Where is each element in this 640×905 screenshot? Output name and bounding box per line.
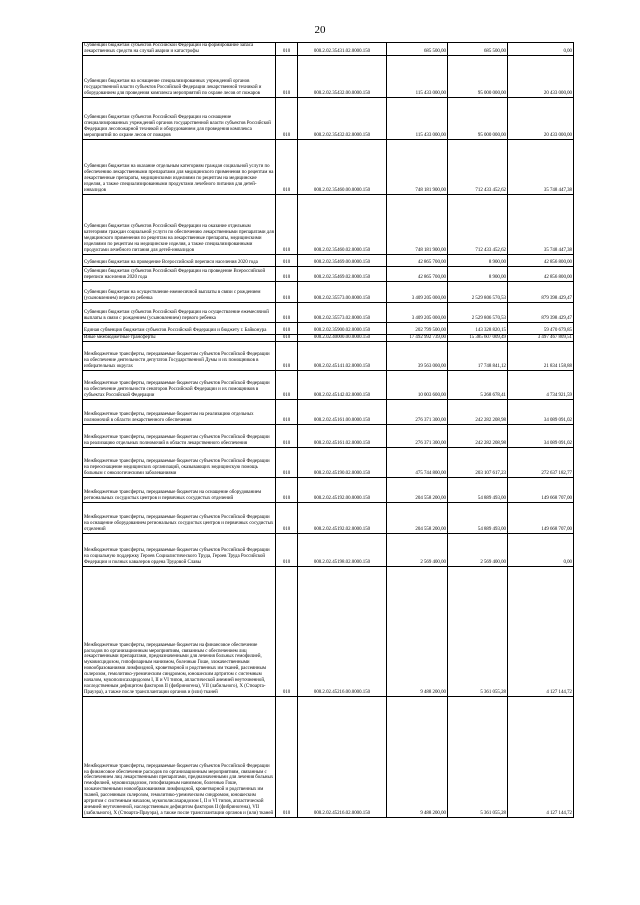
row-unexecuted-cell: 35 748 447,38: [508, 194, 574, 254]
row-unexecuted-cell: 879 398 429,47: [508, 302, 574, 322]
row-approved-cell: 42 865 700,00: [387, 266, 448, 281]
row-executed-cell: 95 000 000,00: [448, 55, 508, 97]
row-code-cell: 010: [276, 266, 298, 281]
row-approved-cell: 276 371 300,00: [387, 399, 448, 424]
row-unexecuted-cell: 20 433 000,00: [508, 97, 574, 139]
row-code-cell: 010: [276, 322, 298, 334]
row-kbk-cell: 000.2.02.35460.02.0000.150: [298, 194, 387, 254]
table-row: [83, 302, 574, 322]
table-row: [83, 533, 574, 566]
row-executed-cell: 2 529 806 570,53: [448, 281, 508, 302]
row-executed-cell: 242 282 208,98: [448, 399, 508, 424]
row-kbk-cell: 000.2.02.45161.00.0000.150: [298, 399, 387, 424]
row-code-cell: 010: [276, 139, 298, 194]
row-kbk-cell: 000.2.02.45216.00.0000.150: [298, 566, 387, 696]
row-unexecuted-cell: 4 127 144,72: [508, 696, 574, 817]
row-kbk-cell: 000.2.02.35432.00.0000.150: [298, 55, 387, 97]
row-unexecuted-cell: 34 089 091,02: [508, 399, 574, 424]
row-executed-cell: 2 569 400,00: [448, 533, 508, 566]
row-approved-cell: 17 492 992 739,00: [387, 334, 448, 341]
table-row: [83, 254, 574, 266]
row-name-cell: Межбюджетные трансферты, передаваемые бюджетам субъектов Российской Федерации на оснащение оборудованием региональных сосудистых центров и первичных сосудистых отделений: [83, 502, 276, 533]
row-approved-cell: 204 558 200,00: [387, 502, 448, 533]
row-approved-cell: 204 558 200,00: [387, 477, 448, 502]
row-approved-cell: 748 181 900,00: [387, 139, 448, 194]
row-name-cell: Единая субвенция бюджетам субъектов Российской Федерации и бюджету г. Байконура: [83, 322, 276, 334]
row-approved-cell: 685 500,00: [387, 43, 448, 56]
row-name-cell: Субвенции бюджетам на оказание отдельным категориям граждан социальной услуги по обеспечению лекарственными препаратами для медицинского применения по рецептам на лекарственные препараты, медицинскими изделиями по рецептам на медицинские изделия, а также специализированными продуктами лечебного питания для детей-инвалидов: [83, 139, 276, 194]
row-name-cell: Межбюджетные трансферты, передаваемые бюджетам субъектов Российской Федерации на социальную поддержку Героев Социалистического Труда, Героев Труда Российской Федерации и полных кавалеров ордена Трудовой Славы: [83, 533, 276, 566]
row-unexecuted-cell: 21 834 158,88: [508, 341, 574, 370]
row-name-cell: Межбюджетные трансферты, передаваемые бюджетам на финансовое обеспечение расходов по организационным мероприятиям, связанным с обеспечением лиц лекарственными препаратами, предназначенными для лечения больных гемофилией, муковисцидозом, гипофизарным нанизмом, болезнью Гоше, злокачественными новообразованиями лимфоидной, кроветворной и родственных им тканей, рассеянным склерозом, гемолитико-уремическим синдромом, юношеским артритом с системным началом, мукополисахаридозом I, II и VI типов, апластической анемией неуточненной, наследственным дефицитом факторов II (фибриногена), VII (лабильного), X (Стюарта-Прауэра), а также после трансплантации органов и (или) тканей: [83, 566, 276, 696]
row-executed-cell: 8 900,00: [448, 266, 508, 281]
row-name-cell: Межбюджетные трансферты, передаваемые бюджетам субъектов Российской Федерации на реализацию отдельных полномочий в области лекарственного обеспечения: [83, 424, 276, 447]
row-unexecuted-cell: 0,00: [508, 533, 574, 566]
row-unexecuted-cell: 42 856 800,00: [508, 266, 574, 281]
row-code-cell: 010: [276, 281, 298, 302]
table-row: [83, 341, 574, 370]
row-unexecuted-cell: 879 398 429,47: [508, 281, 574, 302]
row-unexecuted-cell: 0,00: [508, 43, 574, 56]
row-kbk-cell: 000.2.02.45198.02.0000.150: [298, 533, 387, 566]
table-row: [83, 477, 574, 502]
row-unexecuted-cell: 34 089 091,02: [508, 424, 574, 447]
row-unexecuted-cell: 20 433 000,00: [508, 55, 574, 97]
row-name-cell: Субвенции бюджетам на проведение Всероссийской переписи населения 2020 года: [83, 254, 276, 266]
row-code-cell: 010: [276, 254, 298, 266]
row-code-cell: 010: [276, 566, 298, 696]
row-unexecuted-cell: 59 470 679,85: [508, 322, 574, 334]
row-kbk-cell: 000.2.02.45192.00.0000.150: [298, 477, 387, 502]
row-kbk-cell: 000.2.02.35900.02.0000.150: [298, 322, 387, 334]
row-executed-cell: 242 282 208,98: [448, 424, 508, 447]
row-name-cell: Субвенции бюджетам субъектов Российской Федерации на оснащение специализированных учреждений органов государственной власти субъектов Российской Федерации лесопожарной техникой и оборудованием для проведения комплекса мероприятий по охране лесов от пожаров: [83, 97, 276, 139]
row-executed-cell: 5 268 678,41: [448, 370, 508, 399]
row-name-cell: Субвенции бюджетам на оснащение специализированных учреждений органов государственной власти субъектов Российской Федерации лекарственной техникой и оборудованием для проведения комплекса мероприятий по охране лесов от пожаров: [83, 55, 276, 97]
row-code-cell: 010: [276, 424, 298, 447]
row-kbk-cell: 000.2.02.35469.02.0000.150: [298, 266, 387, 281]
row-executed-cell: 2 529 806 570,53: [448, 302, 508, 322]
table-row: [83, 447, 574, 477]
row-code-cell: 010: [276, 194, 298, 254]
row-code-cell: 010: [276, 399, 298, 424]
row-kbk-cell: 000.2.02.35573.02.0000.150: [298, 302, 387, 322]
row-executed-cell: 203 107 617,23: [448, 447, 508, 477]
row-executed-cell: 143 328 820,15: [448, 322, 508, 334]
row-unexecuted-cell: 35 748 447,38: [508, 139, 574, 194]
row-unexecuted-cell: 149 668 707,00: [508, 502, 574, 533]
row-approved-cell: 2 569 400,00: [387, 533, 448, 566]
row-executed-cell: 17 748 841,12: [448, 341, 508, 370]
row-approved-cell: 9 488 200,00: [387, 566, 448, 696]
row-code-cell: 010: [276, 43, 298, 56]
row-unexecuted-cell: 3 497 467 809,51: [508, 334, 574, 341]
table-row: [83, 502, 574, 533]
row-kbk-cell: 000.2.02.45216.02.0000.150: [298, 696, 387, 817]
table-row: [83, 399, 574, 424]
row-kbk-cell: 000.2.02.35469.00.0000.150: [298, 254, 387, 266]
row-kbk-cell: 000.2.02.45190.02.0000.150: [298, 447, 387, 477]
table-row: [83, 696, 574, 817]
row-name-cell: Субвенции бюджетам на осуществление ежемесячной выплаты в связи с рождением (усыновлением) первого ребенка: [83, 281, 276, 302]
row-name-cell: Субвенции бюджетам субъектов Российской Федерации на формирование запаса лекарственных средств на случай аварии и катастрофы: [83, 43, 276, 56]
row-name-cell: Межбюджетные трансферты, передаваемые бюджетам субъектов Российской Федерации на обеспечение деятельности депутатов Государственной Думы и их помощников в избирательных округах: [83, 341, 276, 370]
table-row: [83, 97, 574, 139]
row-code-cell: 010: [276, 370, 298, 399]
row-approved-cell: 115 433 000,00: [387, 55, 448, 97]
row-code-cell: 010: [276, 341, 298, 370]
table-row: [83, 370, 574, 399]
table-row: [83, 266, 574, 281]
row-kbk-cell: 000.2.02.35432.02.0000.150: [298, 97, 387, 139]
table-row: [83, 322, 574, 334]
row-executed-cell: 5 361 055,28: [448, 566, 508, 696]
row-unexecuted-cell: 149 668 707,00: [508, 477, 574, 502]
row-unexecuted-cell: 4 734 921,59: [508, 370, 574, 399]
row-name-cell: Межбюджетные трансферты, передаваемые бюджетам на оснащение оборудованием региональных сосудистых центров и первичных сосудистых отделений: [83, 477, 276, 502]
row-approved-cell: 748 181 900,00: [387, 194, 448, 254]
table-row: [83, 424, 574, 447]
row-executed-cell: 54 889 493,00: [448, 502, 508, 533]
row-kbk-cell: 000.2.02.35431.02.0000.150: [298, 43, 387, 56]
row-unexecuted-cell: 42 856 800,00: [508, 254, 574, 266]
page-number: 20: [314, 24, 326, 36]
row-name-cell: Межбюджетные трансферты, передаваемые бюджетам субъектов Российской Федерации на переоснащение медицинских организаций, оказывающих медицинскую помощь больным с онкологическими заболеваниями: [83, 447, 276, 477]
row-kbk-cell: 000.2.02.45142.02.0000.150: [298, 370, 387, 399]
row-name-cell: Субвенции бюджетам субъектов Российской Федерации на проведение Всероссийской переписи населения 2020 года: [83, 266, 276, 281]
row-unexecuted-cell: 272 637 182,77: [508, 447, 574, 477]
row-approved-cell: 115 433 000,00: [387, 97, 448, 139]
row-executed-cell: 8 900,00: [448, 254, 508, 266]
row-executed-cell: 5 361 055,28: [448, 696, 508, 817]
row-code-cell: 010: [276, 502, 298, 533]
row-code-cell: 010: [276, 55, 298, 97]
row-executed-cell: 15 385 607 009,49: [448, 334, 508, 341]
row-kbk-cell: 000.2.02.35573.00.0000.150: [298, 281, 387, 302]
row-code-cell: 010: [276, 447, 298, 477]
row-approved-cell: 9 488 200,00: [387, 696, 448, 817]
table-row: [83, 566, 574, 696]
table-row: [83, 55, 574, 97]
table-row: [83, 139, 574, 194]
row-code-cell: 010: [276, 97, 298, 139]
table-row: [83, 43, 574, 56]
row-name-cell: Субвенции бюджетам субъектов Российской Федерации на осуществление ежемесячной выплаты в связи с рождением (усыновлением) первого ребенка: [83, 302, 276, 322]
budget-table-body: [83, 43, 574, 818]
row-unexecuted-cell: 4 127 144,72: [508, 566, 574, 696]
row-name-cell: Межбюджетные трансферты, передаваемые бюджетам субъектов Российской Федерации на обеспечение деятельности сенаторов Российской Федерации и их помощников в субъектах Российской Федерации: [83, 370, 276, 399]
row-approved-cell: 276 371 300,00: [387, 424, 448, 447]
row-name-cell: Иные межбюджетные трансферты: [83, 334, 276, 341]
row-kbk-cell: 000.2.02.45192.02.0000.150: [298, 502, 387, 533]
row-executed-cell: 712 433 452,62: [448, 139, 508, 194]
row-executed-cell: 54 889 493,00: [448, 477, 508, 502]
row-code-cell: 010: [276, 477, 298, 502]
row-kbk-cell: 000.2.02.40000.00.0000.150: [298, 334, 387, 341]
row-code-cell: 010: [276, 696, 298, 817]
row-name-cell: Субвенции бюджетам субъектов Российской Федерации на оказание отдельным категориям граждан социальной услуги по обеспечению лекарственными препаратами для медицинского применения по рецептам на лекарственные препараты, медицинскими изделиями по рецептам на медицинские изделия, а также специализированными продуктами лечебного питания для детей-инвалидов: [83, 194, 276, 254]
table-row: [83, 281, 574, 302]
row-executed-cell: 685 500,00: [448, 43, 508, 56]
row-approved-cell: 42 865 700,00: [387, 254, 448, 266]
row-kbk-cell: 000.2.02.35460.00.0000.150: [298, 139, 387, 194]
row-code-cell: 010: [276, 334, 298, 341]
row-approved-cell: 202 799 500,00: [387, 322, 448, 334]
row-executed-cell: 95 000 000,00: [448, 97, 508, 139]
row-kbk-cell: 000.2.02.45161.02.0000.150: [298, 424, 387, 447]
row-approved-cell: 39 563 000,00: [387, 341, 448, 370]
row-approved-cell: 3 409 205 000,00: [387, 281, 448, 302]
row-code-cell: 010: [276, 302, 298, 322]
row-kbk-cell: 000.2.02.45141.02.0000.150: [298, 341, 387, 370]
row-approved-cell: 3 409 205 000,00: [387, 302, 448, 322]
row-approved-cell: 475 744 800,00: [387, 447, 448, 477]
row-code-cell: 010: [276, 533, 298, 566]
budget-table: [82, 42, 574, 818]
table-row: [83, 194, 574, 254]
row-executed-cell: 712 433 452,62: [448, 194, 508, 254]
row-approved-cell: 10 003 600,00: [387, 370, 448, 399]
row-name-cell: Межбюджетные трансферты, передаваемые бюджетам субъектов Российской Федерации на финансовое обеспечение расходов по организационным мероприятиям, связанным с обеспечением лиц лекарственными препаратами, предназначенными для лечения больных гемофилией, муковисцидозом, гипофизарным нанизмом, болезнью Гоше, злокачественными новообразованиями лимфоидной, кроветворной и родственных им тканей, рассеянным склерозом, гемолитико-уремическим синдромом, юношеским артритом с системным началом, мукополисахаридозом I, II и VI типов, апластической анемией неуточненной, наследственным дефицитом факторов II (фибриногена), VII (лабильного), X (Стюарта-Прауэра), а также после трансплантации органов и (или) тканей: [83, 696, 276, 817]
row-name-cell: Межбюджетные трансферты, передаваемые бюджетам на реализацию отдельных полномочий в области лекарственного обеспечения: [83, 399, 276, 424]
table-row: [83, 334, 574, 341]
